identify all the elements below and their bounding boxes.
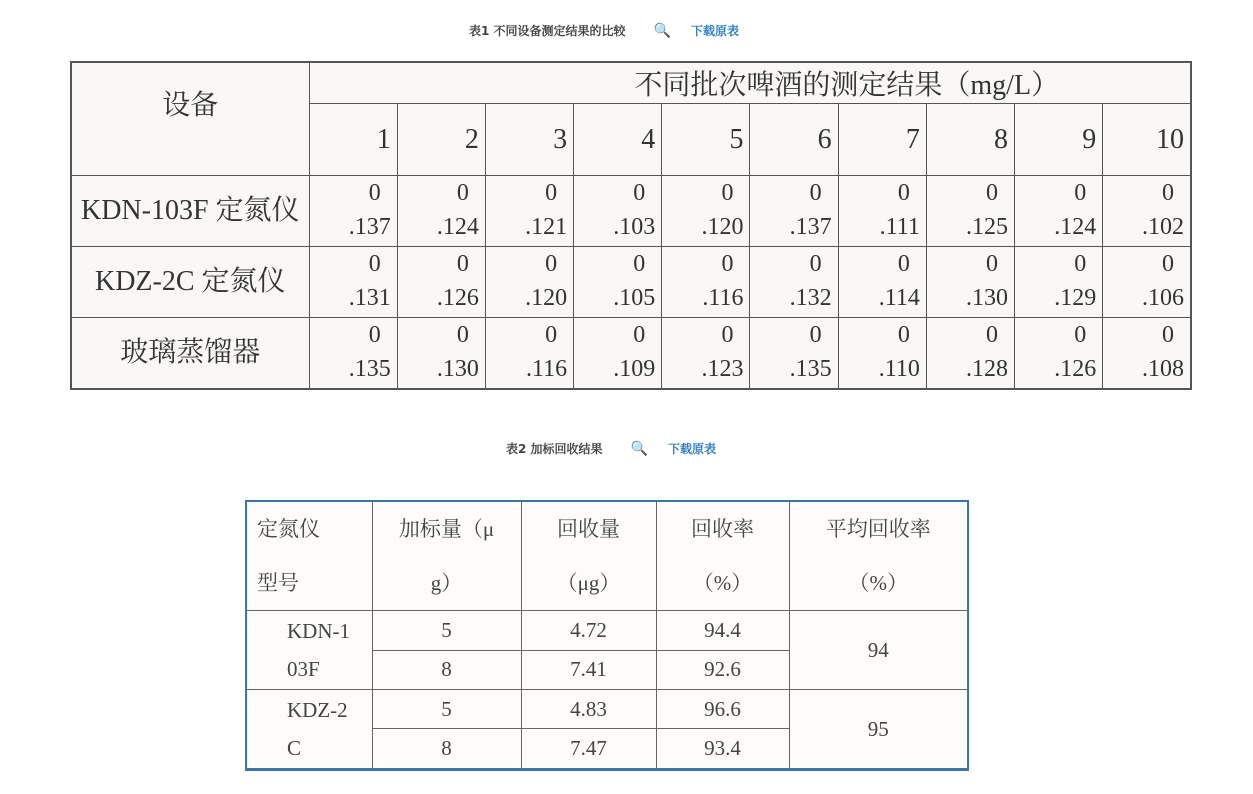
value-frac: .137: [348, 214, 391, 240]
table1-download-link[interactable]: 下载原表: [690, 24, 739, 38]
value-int: 0: [633, 251, 646, 277]
value-frac: .124: [436, 214, 479, 240]
value-cell: [750, 247, 838, 318]
value-frac: .135: [348, 356, 391, 382]
value-cell: [1103, 176, 1191, 247]
header-line: 加标量（μ: [398, 517, 495, 541]
value-frac: .124: [1054, 214, 1097, 240]
value-int: 0: [633, 180, 646, 206]
value-cell: 4.72: [521, 611, 656, 651]
value-cell: [309, 176, 397, 247]
header-line: 型号: [257, 571, 299, 595]
model-line: KDZ-2: [287, 698, 348, 722]
value-frac: .137: [789, 214, 832, 240]
value-frac: .125: [966, 214, 1008, 240]
table2: [245, 500, 969, 771]
value-cell: [1103, 247, 1191, 318]
value-cell: [1103, 318, 1191, 390]
table1-header-row: [71, 62, 1191, 104]
value-frac: .111: [879, 214, 920, 240]
value-int: 0: [545, 180, 558, 206]
table2-download-link[interactable]: 下载原表: [667, 442, 716, 456]
header-line: 定氮仪: [257, 517, 320, 541]
value-frac: .129: [1054, 285, 1097, 311]
value-frac: .123: [701, 356, 744, 382]
value-int: 0: [1074, 180, 1087, 206]
value-cell: [838, 318, 926, 390]
table1: [70, 61, 1192, 390]
value-int: 0: [633, 322, 646, 348]
batch-header: 9: [1015, 104, 1103, 176]
value-cell: 5: [372, 611, 521, 651]
value-frac: .128: [966, 356, 1008, 382]
header-line: （%）: [848, 571, 908, 595]
batch-header: 6: [750, 104, 838, 176]
value-int: 0: [721, 322, 734, 348]
value-cell: 8: [372, 650, 521, 690]
value-cell: 96.6: [656, 690, 789, 729]
value-frac: .130: [436, 356, 479, 382]
column-header: [656, 501, 789, 611]
value-frac: .108: [1142, 356, 1184, 382]
value-frac: .120: [525, 285, 568, 311]
header-line: 平均回收率: [825, 517, 931, 541]
column-header: [372, 501, 521, 611]
zoom-in-icon[interactable]: 🔍: [630, 440, 648, 457]
table-row: [71, 247, 1191, 318]
value-cell: [662, 176, 750, 247]
value-cell: [926, 247, 1014, 318]
value-cell: [838, 247, 926, 318]
table1-caption-bar: [469, 22, 739, 39]
value-frac: .126: [436, 285, 479, 311]
value-cell: [309, 318, 397, 390]
average-cell: 94: [789, 611, 968, 690]
column-header: [789, 501, 968, 611]
value-cell: 7.47: [521, 729, 656, 770]
model-cell: [246, 611, 372, 690]
value-cell: [309, 247, 397, 318]
value-int: 0: [809, 251, 822, 277]
value-cell: [662, 247, 750, 318]
batch-header: 8: [926, 104, 1014, 176]
zoom-in-icon[interactable]: 🔍: [653, 22, 671, 39]
table-row: [246, 690, 968, 729]
header-line: （μg）: [556, 571, 621, 595]
value-cell: [1015, 176, 1103, 247]
value-cell: [750, 176, 838, 247]
value-cell: [662, 318, 750, 390]
value-cell: 7.41: [521, 650, 656, 690]
value-int: 0: [897, 251, 910, 277]
value-cell: [750, 318, 838, 390]
value-int: 0: [809, 180, 822, 206]
header-line: g）: [430, 571, 463, 595]
value-int: 0: [897, 180, 910, 206]
value-int: 0: [1162, 322, 1174, 348]
table2-caption-bar: [506, 440, 716, 457]
batch-header: 4: [574, 104, 662, 176]
value-cell: [397, 247, 485, 318]
value-frac: .116: [525, 356, 568, 382]
batch-header: 3: [485, 104, 573, 176]
value-cell: [926, 176, 1014, 247]
value-frac: .121: [525, 214, 568, 240]
value-int: 0: [1162, 251, 1174, 277]
table2-header-row: [246, 501, 968, 611]
model-cell: [246, 690, 372, 770]
table1-caption: 表1 不同设备测定结果的比较: [469, 24, 626, 38]
value-frac: .103: [613, 214, 656, 240]
value-cell: [397, 176, 485, 247]
batch-group-header: 不同批次啤酒的测定结果（mg/L）: [309, 62, 1191, 104]
value-int: 0: [545, 322, 558, 348]
model-line: KDN-1: [287, 619, 350, 643]
value-int: 0: [721, 180, 734, 206]
value-cell: [574, 318, 662, 390]
column-header: [246, 501, 372, 611]
batch-header: 10: [1103, 104, 1191, 176]
value-cell: [1015, 318, 1103, 390]
value-cell: [397, 318, 485, 390]
device-header: 设备: [71, 62, 309, 176]
value-frac: .135: [789, 356, 832, 382]
value-int: 0: [986, 251, 998, 277]
value-cell: 93.4: [656, 729, 789, 770]
batch-header: 1: [309, 104, 397, 176]
value-int: 0: [368, 322, 381, 348]
value-frac: .130: [966, 285, 1008, 311]
device-name: KDZ-2C 定氮仪: [71, 247, 309, 318]
value-int: 0: [1074, 251, 1087, 277]
value-int: 0: [897, 322, 910, 348]
value-frac: .109: [613, 356, 656, 382]
value-frac: .131: [348, 285, 391, 311]
value-frac: .110: [878, 356, 920, 382]
batch-header: 5: [662, 104, 750, 176]
value-cell: [574, 247, 662, 318]
value-frac: .114: [878, 285, 920, 311]
header-line: 回收量: [557, 517, 620, 541]
value-cell: [926, 318, 1014, 390]
value-cell: [574, 176, 662, 247]
batch-header: 7: [838, 104, 926, 176]
value-frac: .106: [1142, 285, 1184, 311]
value-int: 0: [1162, 180, 1174, 206]
value-int: 0: [986, 180, 998, 206]
device-name: KDN-103F 定氮仪: [71, 176, 309, 247]
column-header: [521, 501, 656, 611]
value-frac: .126: [1054, 356, 1097, 382]
value-int: 0: [721, 251, 734, 277]
value-frac: .120: [701, 214, 744, 240]
value-frac: .116: [702, 285, 744, 311]
value-cell: 94.4: [656, 611, 789, 651]
value-cell: 5: [372, 690, 521, 729]
model-line: C: [287, 736, 302, 760]
header-line: （%）: [692, 571, 753, 595]
value-int: 0: [456, 322, 469, 348]
value-cell: [485, 318, 573, 390]
value-frac: .105: [613, 285, 656, 311]
header-line: 回收率: [691, 517, 754, 541]
value-int: 0: [809, 322, 822, 348]
value-cell: [1015, 247, 1103, 318]
value-int: 0: [368, 180, 381, 206]
value-cell: [485, 176, 573, 247]
table-row: [71, 318, 1191, 390]
table-row: [246, 611, 968, 651]
value-int: 0: [1074, 322, 1087, 348]
value-frac: .102: [1142, 214, 1184, 240]
average-cell: 95: [789, 690, 968, 770]
value-int: 0: [368, 251, 381, 277]
value-int: 0: [545, 251, 558, 277]
model-line: 03F: [287, 657, 320, 681]
value-cell: [485, 247, 573, 318]
value-int: 0: [986, 322, 998, 348]
table-row: [71, 176, 1191, 247]
table2-caption: 表2 加标回收结果: [506, 442, 603, 456]
value-int: 0: [456, 180, 469, 206]
device-name: 玻璃蒸馏器: [71, 318, 309, 390]
value-cell: [838, 176, 926, 247]
value-frac: .132: [789, 285, 832, 311]
value-int: 0: [456, 251, 469, 277]
batch-header: 2: [397, 104, 485, 176]
value-cell: 4.83: [521, 690, 656, 729]
value-cell: 92.6: [656, 650, 789, 690]
value-cell: 8: [372, 729, 521, 770]
